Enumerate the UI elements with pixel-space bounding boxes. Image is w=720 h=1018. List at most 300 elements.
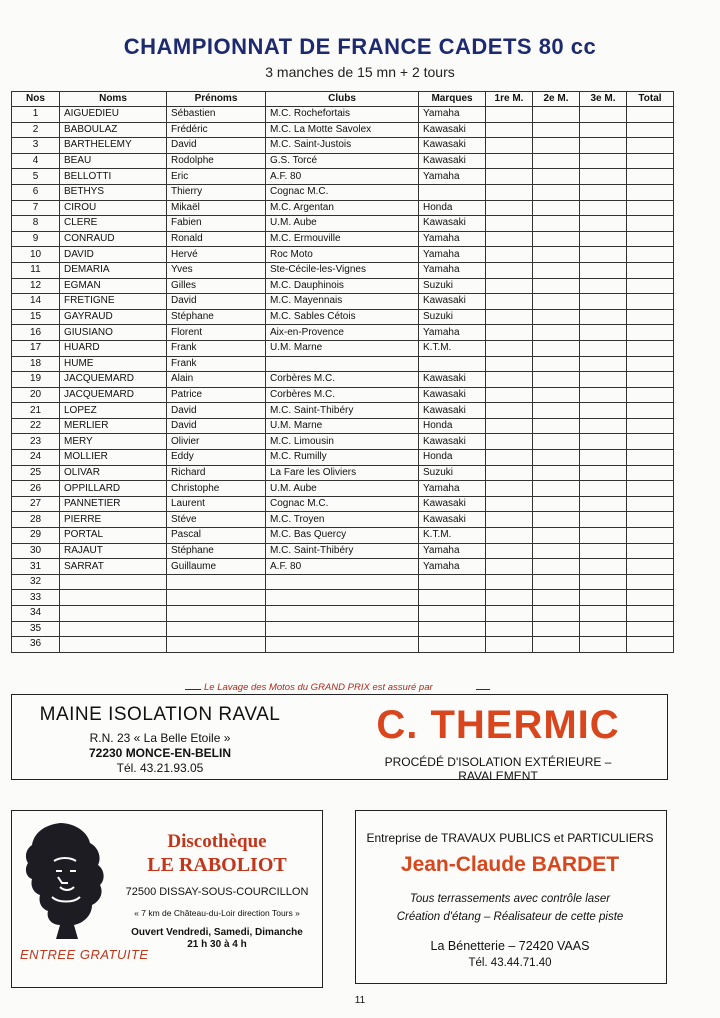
- table-cell: Thierry: [167, 184, 266, 200]
- table-cell: Fabien: [167, 216, 266, 232]
- table-cell: [533, 153, 580, 169]
- bardet-service1: Tous terrassements avec contrôle laser: [409, 893, 611, 905]
- table-cell: [419, 574, 486, 590]
- table-cell: [60, 606, 167, 622]
- table-cell: M.C. La Motte Savolex: [266, 122, 419, 138]
- page-title: CHAMPIONNAT DE FRANCE CADETS 80 cc: [123, 34, 597, 59]
- table-cell: [486, 450, 533, 466]
- table-cell: [486, 434, 533, 450]
- table-cell: 35: [12, 621, 60, 637]
- table-cell: [486, 184, 533, 200]
- table-cell: 9: [12, 231, 60, 247]
- column-header: Nos: [12, 92, 60, 107]
- table-cell: [533, 107, 580, 123]
- raval-phone: Tél. 43.21.93.05: [116, 761, 204, 775]
- table-cell: [627, 340, 674, 356]
- table-cell: [627, 637, 674, 653]
- table-cell: 28: [12, 512, 60, 528]
- table-cell: GAYRAUD: [60, 309, 167, 325]
- table-cell: M.C. Rochefortais: [266, 107, 419, 123]
- table-row: [12, 481, 674, 497]
- table-cell: [533, 574, 580, 590]
- table-cell: [627, 496, 674, 512]
- ad-bardet: [355, 810, 667, 984]
- table-cell: JACQUEMARD: [60, 372, 167, 388]
- table-row: [12, 325, 674, 341]
- table-cell: Patrice: [167, 387, 266, 403]
- table-cell: PIERRE: [60, 512, 167, 528]
- table-cell: Kawasaki: [419, 387, 486, 403]
- table-cell: 33: [12, 590, 60, 606]
- table-cell: [580, 621, 627, 637]
- table-cell: [580, 278, 627, 294]
- table-cell: [486, 294, 533, 310]
- table-cell: David: [167, 294, 266, 310]
- table-cell: [580, 418, 627, 434]
- table-cell: [486, 418, 533, 434]
- table-row: [12, 450, 674, 466]
- table-cell: 10: [12, 247, 60, 263]
- table-cell: Ste-Cécile-les-Vignes: [266, 262, 419, 278]
- table-cell: [580, 637, 627, 653]
- table-cell: Alain: [167, 372, 266, 388]
- table-row: [12, 621, 674, 637]
- column-header: Clubs: [266, 92, 419, 107]
- table-row: [12, 418, 674, 434]
- page-number: 11: [354, 995, 366, 1006]
- table-cell: David: [167, 138, 266, 154]
- table-cell: [580, 496, 627, 512]
- table-cell: [627, 138, 674, 154]
- table-cell: [60, 621, 167, 637]
- table-cell: [580, 122, 627, 138]
- bardet-header: Entreprise de TRAVAUX PUBLICS et PARTICULIERS: [366, 831, 654, 845]
- table-header-row: [12, 92, 674, 107]
- table-cell: [580, 450, 627, 466]
- table-cell: [533, 138, 580, 154]
- notice-rule-left: [185, 689, 201, 690]
- table-cell: [486, 325, 533, 341]
- table-cell: Guillaume: [167, 559, 266, 575]
- table-cell: M.C. Saint-Thibéry: [266, 543, 419, 559]
- table-cell: [580, 184, 627, 200]
- table-cell: [533, 465, 580, 481]
- table-cell: [266, 637, 419, 653]
- table-row: [12, 590, 674, 606]
- table-cell: [627, 434, 674, 450]
- table-cell: Roc Moto: [266, 247, 419, 263]
- table-cell: Suzuki: [419, 465, 486, 481]
- table-cell: [533, 637, 580, 653]
- table-cell: Kawasaki: [419, 138, 486, 154]
- table-cell: CLERE: [60, 216, 167, 232]
- table-cell: Olivier: [167, 434, 266, 450]
- table-cell: [486, 590, 533, 606]
- table-cell: [627, 278, 674, 294]
- table-cell: [533, 247, 580, 263]
- table-cell: Christophe: [167, 481, 266, 497]
- table-row: [12, 528, 674, 544]
- table-cell: [60, 590, 167, 606]
- table-cell: SARRAT: [60, 559, 167, 575]
- table-cell: [486, 465, 533, 481]
- table-row: [12, 200, 674, 216]
- table-cell: OPPILLARD: [60, 481, 167, 497]
- table-row: [12, 247, 674, 263]
- table-cell: [580, 372, 627, 388]
- table-cell: U.M. Marne: [266, 340, 419, 356]
- table-cell: 26: [12, 481, 60, 497]
- table-cell: [167, 606, 266, 622]
- table-cell: 19: [12, 372, 60, 388]
- table-row: [12, 387, 674, 403]
- column-header: Prénoms: [167, 92, 266, 107]
- table-cell: M.C. Troyen: [266, 512, 419, 528]
- table-row: [12, 340, 674, 356]
- table-cell: 11: [12, 262, 60, 278]
- table-cell: K.T.M.: [419, 340, 486, 356]
- raval-address2: 72230 MONCE-EN-BELIN: [88, 746, 232, 760]
- table-cell: [627, 107, 674, 123]
- table-cell: [533, 340, 580, 356]
- table-cell: [580, 153, 627, 169]
- table-cell: [627, 356, 674, 372]
- table-cell: BARTHELEMY: [60, 138, 167, 154]
- table-cell: 21: [12, 403, 60, 419]
- table-cell: La Fare les Oliviers: [266, 465, 419, 481]
- table-cell: [486, 138, 533, 154]
- thermic-tagline: PROCÉDÉ D'ISOLATION EXTÉRIEURE – RAVALEMENT: [384, 755, 612, 783]
- table-cell: [486, 637, 533, 653]
- table-cell: [486, 169, 533, 185]
- table-cell: [533, 309, 580, 325]
- table-cell: [486, 543, 533, 559]
- column-header: Marques: [419, 92, 486, 107]
- raval-address1: R.N. 23 « La Belle Etoile »: [89, 731, 231, 745]
- table-cell: [486, 621, 533, 637]
- table-row: [12, 512, 674, 528]
- table-cell: M.C. Saint-Justois: [266, 138, 419, 154]
- table-cell: Kawasaki: [419, 153, 486, 169]
- table-cell: Yamaha: [419, 559, 486, 575]
- table-cell: Kawasaki: [419, 294, 486, 310]
- column-header: Noms: [60, 92, 167, 107]
- table-cell: [486, 372, 533, 388]
- table-cell: [533, 294, 580, 310]
- thermic-brand: C. THERMIC: [376, 703, 620, 747]
- table-cell: 14: [12, 294, 60, 310]
- table-cell: 22: [12, 418, 60, 434]
- table-cell: [580, 356, 627, 372]
- table-cell: Kawasaki: [419, 512, 486, 528]
- table-row: [12, 637, 674, 653]
- table-cell: RAJAUT: [60, 543, 167, 559]
- table-cell: [580, 107, 627, 123]
- table-cell: David: [167, 418, 266, 434]
- table-cell: [627, 621, 674, 637]
- disco-hours2: 21 h 30 à 4 h: [187, 939, 247, 950]
- table-cell: [486, 528, 533, 544]
- table-cell: 3: [12, 138, 60, 154]
- table-cell: Kawasaki: [419, 434, 486, 450]
- table-cell: Aix-en-Provence: [266, 325, 419, 341]
- table-cell: BABOULAZ: [60, 122, 167, 138]
- table-row: [12, 309, 674, 325]
- table-cell: Mikaël: [167, 200, 266, 216]
- table-cell: [533, 621, 580, 637]
- table-cell: MERLIER: [60, 418, 167, 434]
- table-cell: OLIVAR: [60, 465, 167, 481]
- table-cell: [627, 184, 674, 200]
- table-cell: Eric: [167, 169, 266, 185]
- table-row: [12, 262, 674, 278]
- table-cell: [580, 294, 627, 310]
- table-cell: David: [167, 403, 266, 419]
- table-row: [12, 496, 674, 512]
- table-cell: [533, 231, 580, 247]
- table-cell: Sébastien: [167, 107, 266, 123]
- table-cell: Richard: [167, 465, 266, 481]
- table-cell: [533, 122, 580, 138]
- raboliot-portrait-icon: [22, 821, 106, 943]
- table-cell: 8: [12, 216, 60, 232]
- table-cell: Cognac M.C.: [266, 184, 419, 200]
- column-header: Total: [627, 92, 674, 107]
- table-cell: [533, 418, 580, 434]
- table-cell: [486, 403, 533, 419]
- table-cell: 23: [12, 434, 60, 450]
- table-cell: M.C. Dauphinois: [266, 278, 419, 294]
- table-row: [12, 403, 674, 419]
- table-cell: Yamaha: [419, 481, 486, 497]
- table-cell: [627, 262, 674, 278]
- table-cell: 36: [12, 637, 60, 653]
- table-cell: M.C. Argentan: [266, 200, 419, 216]
- table-cell: [486, 231, 533, 247]
- table-row: [12, 278, 674, 294]
- table-row: [12, 465, 674, 481]
- table-cell: HUME: [60, 356, 167, 372]
- table-cell: [419, 606, 486, 622]
- table-cell: BELLOTTI: [60, 169, 167, 185]
- table-cell: [419, 356, 486, 372]
- table-cell: [580, 403, 627, 419]
- table-cell: Stéve: [167, 512, 266, 528]
- results-table: [11, 91, 674, 653]
- table-cell: A.F. 80: [266, 559, 419, 575]
- table-cell: A.F. 80: [266, 169, 419, 185]
- table-cell: [486, 309, 533, 325]
- table-cell: [533, 278, 580, 294]
- table-cell: Stéphane: [167, 309, 266, 325]
- table-cell: Gilles: [167, 278, 266, 294]
- table-cell: 24: [12, 450, 60, 466]
- table-cell: [266, 590, 419, 606]
- table-cell: [580, 387, 627, 403]
- table-cell: [486, 107, 533, 123]
- table-body: [12, 107, 674, 653]
- table-cell: 27: [12, 496, 60, 512]
- table-cell: Yamaha: [419, 262, 486, 278]
- table-cell: [533, 372, 580, 388]
- table-row: [12, 434, 674, 450]
- table-cell: [627, 574, 674, 590]
- table-cell: Kawasaki: [419, 403, 486, 419]
- table-row: [12, 606, 674, 622]
- disco-entry: ENTREE GRATUITE: [20, 947, 149, 962]
- table-cell: Yamaha: [419, 247, 486, 263]
- table-cell: Kawasaki: [419, 122, 486, 138]
- table-cell: [580, 340, 627, 356]
- table-cell: U.M. Aube: [266, 216, 419, 232]
- table-cell: [580, 590, 627, 606]
- table-cell: Suzuki: [419, 278, 486, 294]
- table-cell: [533, 590, 580, 606]
- table-cell: U.M. Marne: [266, 418, 419, 434]
- table-cell: [167, 621, 266, 637]
- table-row: [12, 559, 674, 575]
- table-cell: [60, 637, 167, 653]
- table-cell: Kawasaki: [419, 372, 486, 388]
- table-cell: MOLLIER: [60, 450, 167, 466]
- table-cell: [580, 606, 627, 622]
- table-cell: [627, 450, 674, 466]
- table-cell: G.S. Torcé: [266, 153, 419, 169]
- table-cell: Honda: [419, 418, 486, 434]
- table-cell: [627, 372, 674, 388]
- table-row: [12, 107, 674, 123]
- table-cell: [580, 262, 627, 278]
- table-cell: M.C. Saint-Thibéry: [266, 403, 419, 419]
- notice-rule-right: [476, 689, 490, 690]
- table-cell: [533, 200, 580, 216]
- table-cell: Kawasaki: [419, 496, 486, 512]
- table-cell: [580, 559, 627, 575]
- table-cell: BETHYS: [60, 184, 167, 200]
- table-cell: [580, 574, 627, 590]
- table-cell: [533, 169, 580, 185]
- table-cell: [627, 169, 674, 185]
- table-cell: [627, 294, 674, 310]
- table-cell: DAVID: [60, 247, 167, 263]
- table-cell: 34: [12, 606, 60, 622]
- table-cell: [580, 138, 627, 154]
- column-header: 3e M.: [580, 92, 627, 107]
- table-cell: [533, 184, 580, 200]
- table-row: [12, 184, 674, 200]
- table-cell: U.M. Aube: [266, 481, 419, 497]
- table-cell: [419, 184, 486, 200]
- table-cell: [533, 528, 580, 544]
- table-cell: [486, 153, 533, 169]
- bardet-name: Jean-Claude BARDET: [400, 853, 620, 876]
- table-cell: [627, 418, 674, 434]
- table-cell: [486, 262, 533, 278]
- table-cell: Yamaha: [419, 231, 486, 247]
- table-cell: [627, 387, 674, 403]
- table-cell: GIUSIANO: [60, 325, 167, 341]
- table-cell: [486, 574, 533, 590]
- table-cell: 25: [12, 465, 60, 481]
- table-cell: M.C. Rumilly: [266, 450, 419, 466]
- table-cell: [580, 200, 627, 216]
- table-cell: [486, 278, 533, 294]
- table-cell: [486, 200, 533, 216]
- table-cell: M.C. Mayennais: [266, 294, 419, 310]
- table-cell: 12: [12, 278, 60, 294]
- table-row: [12, 294, 674, 310]
- table-cell: [533, 559, 580, 575]
- table-cell: [627, 590, 674, 606]
- table-cell: Honda: [419, 450, 486, 466]
- table-cell: Yamaha: [419, 543, 486, 559]
- table-cell: Stéphane: [167, 543, 266, 559]
- table-cell: [580, 528, 627, 544]
- table-cell: [486, 216, 533, 232]
- table-cell: Rodolphe: [167, 153, 266, 169]
- table-cell: [533, 216, 580, 232]
- table-cell: Frank: [167, 340, 266, 356]
- table-cell: [533, 543, 580, 559]
- bardet-phone: Tél. 43.44.71.40: [468, 957, 552, 969]
- table-cell: Yamaha: [419, 169, 486, 185]
- page-subtitle: 3 manches de 15 mn + 2 tours: [265, 64, 455, 80]
- table-cell: [627, 512, 674, 528]
- disco-line2: LE RABOLIOT: [147, 854, 287, 876]
- table-cell: Pascal: [167, 528, 266, 544]
- table-cell: LOPEZ: [60, 403, 167, 419]
- table-cell: Yves: [167, 262, 266, 278]
- table-cell: [486, 356, 533, 372]
- table-cell: [580, 231, 627, 247]
- table-cell: CIROU: [60, 200, 167, 216]
- table-cell: [533, 403, 580, 419]
- table-cell: 32: [12, 574, 60, 590]
- table-cell: [167, 574, 266, 590]
- table-cell: 16: [12, 325, 60, 341]
- table-cell: [627, 231, 674, 247]
- table-cell: [627, 528, 674, 544]
- table-cell: EGMAN: [60, 278, 167, 294]
- table-cell: [60, 574, 167, 590]
- column-header: 2e M.: [533, 92, 580, 107]
- table-cell: Cognac M.C.: [266, 496, 419, 512]
- table-cell: 15: [12, 309, 60, 325]
- table-cell: Kawasaki: [419, 216, 486, 232]
- table-cell: Honda: [419, 200, 486, 216]
- table-cell: [486, 122, 533, 138]
- table-cell: BEAU: [60, 153, 167, 169]
- table-cell: HUARD: [60, 340, 167, 356]
- table-cell: [580, 481, 627, 497]
- column-header: 1re M.: [486, 92, 533, 107]
- table-cell: [533, 496, 580, 512]
- table-cell: M.C. Sables Cétois: [266, 309, 419, 325]
- table-cell: [486, 496, 533, 512]
- table-cell: 5: [12, 169, 60, 185]
- disco-direction: « 7 km de Château-du-Loir direction Tours »: [134, 908, 300, 918]
- table-cell: Hervé: [167, 247, 266, 263]
- table-cell: [627, 122, 674, 138]
- table-row: [12, 153, 674, 169]
- table-cell: Corbères M.C.: [266, 372, 419, 388]
- table-cell: DEMARIA: [60, 262, 167, 278]
- table-cell: [627, 606, 674, 622]
- table-cell: [419, 637, 486, 653]
- table-cell: AIGUEDIEU: [60, 107, 167, 123]
- table-cell: Laurent: [167, 496, 266, 512]
- table-cell: [266, 574, 419, 590]
